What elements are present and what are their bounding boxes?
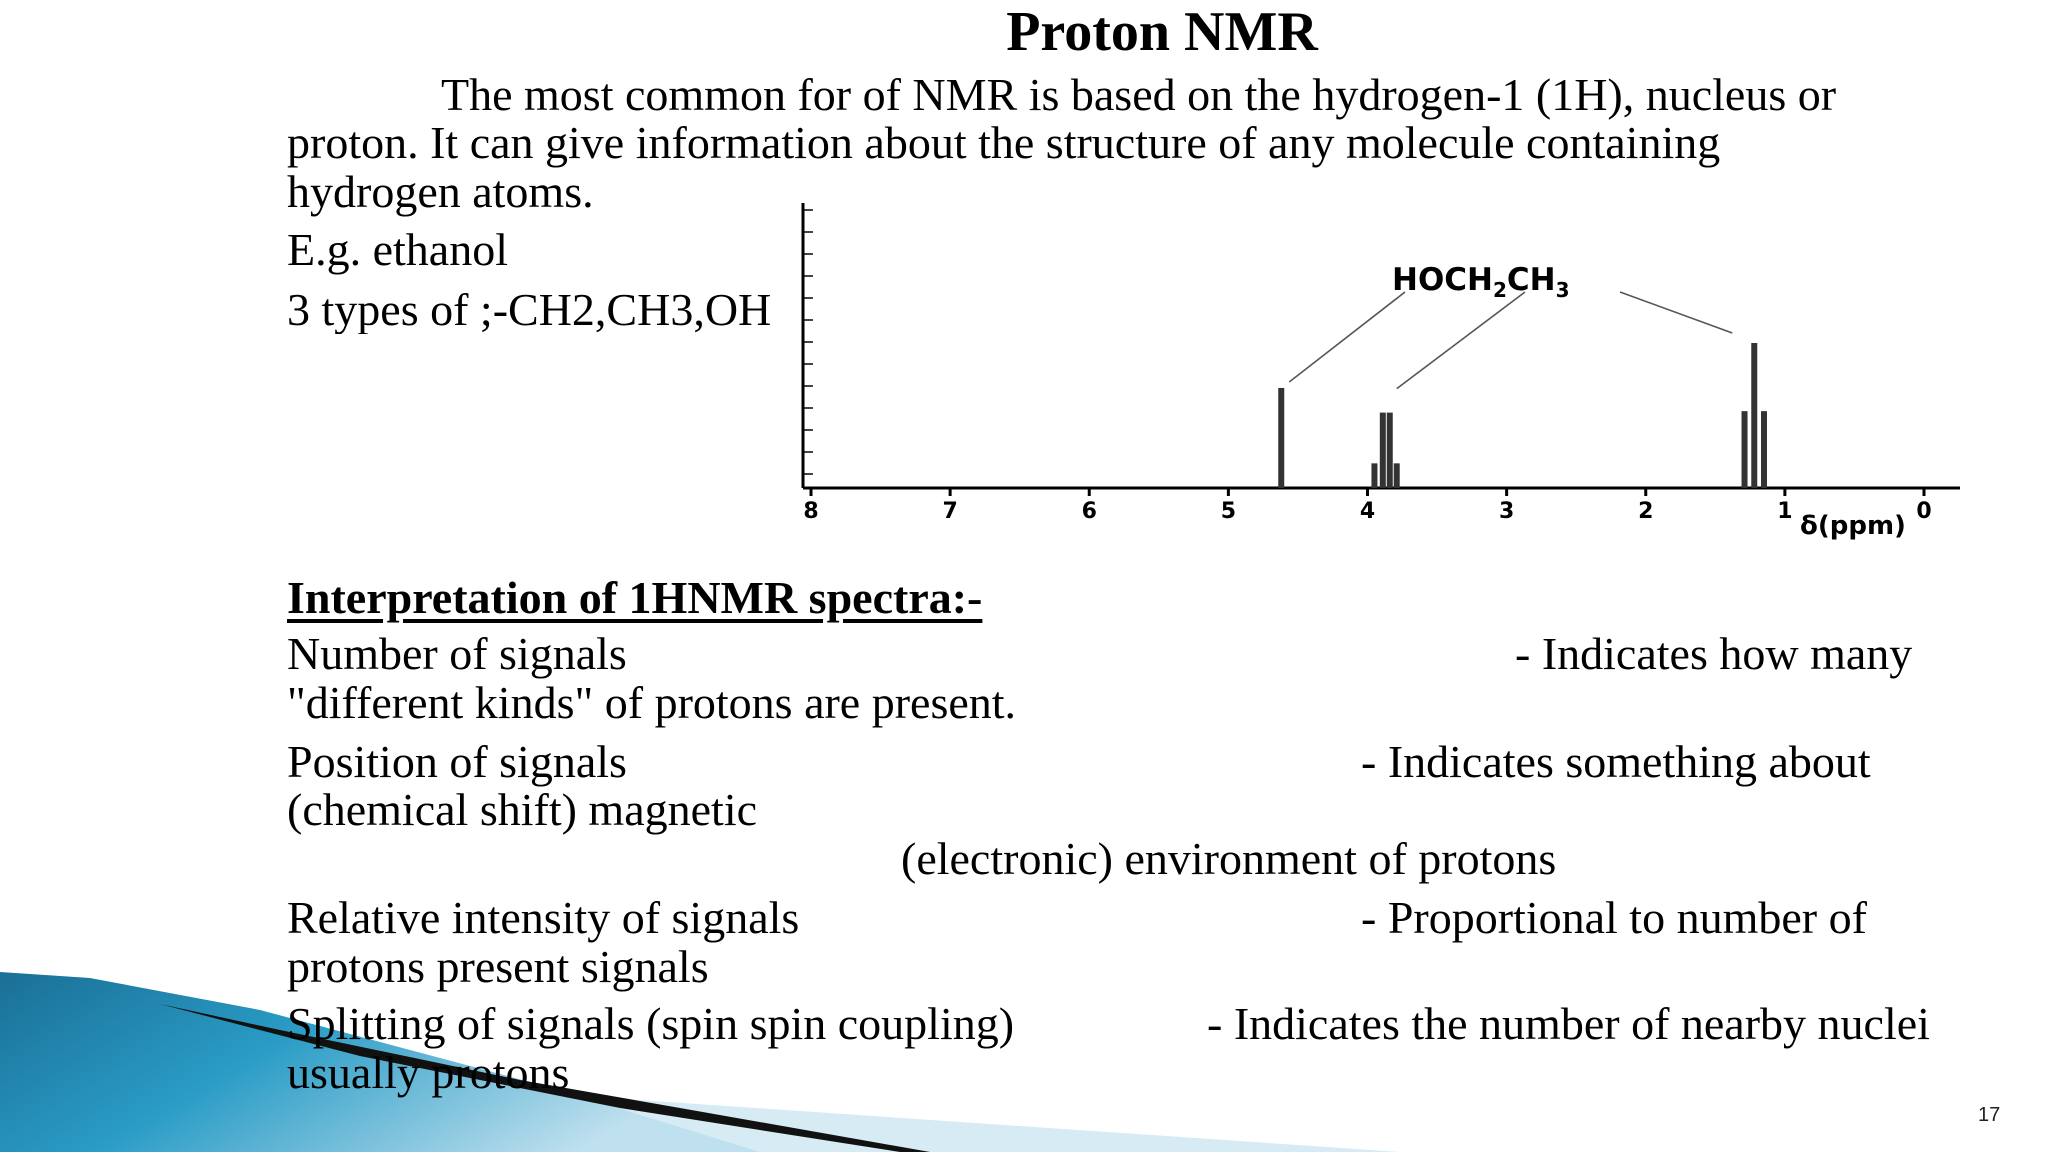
- row-4-label: Splitting of signals (spin spin coupling): [287, 998, 1015, 1049]
- row-4-desc: - Indicates the number of nearby nuclei: [1207, 998, 1930, 1049]
- intro-line-1: The most common for of NMR is based on the hydrogen-1 (1H), nucleus or: [441, 69, 1837, 120]
- interpretation-heading: Interpretation of 1HNMR spectra:-: [287, 572, 983, 623]
- leader-line-ch3: [1620, 292, 1732, 333]
- row-2-desc: - Indicates something about: [1361, 736, 1871, 787]
- row-2-cont-2: (electronic) environment of protons: [901, 833, 1557, 884]
- intro-line-2: proton. It can give information about the structure of any molecule containing: [287, 117, 1721, 168]
- peak-ch3-2: [1761, 411, 1767, 488]
- x-tick-label-4: 4: [1359, 499, 1376, 524]
- x-tick-label-6: 6: [1081, 499, 1097, 524]
- x-tick-label-2: 2: [1638, 499, 1654, 524]
- peak-ch2-0: [1371, 463, 1377, 488]
- row-3-desc: - Proportional to number of: [1361, 892, 1867, 943]
- molecule-label: $HOCH_2CH_3$: [1392, 262, 1570, 302]
- row-1-desc: - Indicates how many: [1515, 628, 1913, 679]
- row-4-cont: usually protons: [287, 1047, 570, 1098]
- row-3-label: Relative intensity of signals: [287, 892, 800, 943]
- x-axis-label: δ(ppm): [1800, 511, 1906, 541]
- row-1-cont: "different kinds" of protons are present.: [287, 677, 1017, 728]
- x-tick-label-3: 3: [1498, 499, 1515, 524]
- peak-oh-0: [1278, 388, 1284, 488]
- types-text: 3 types of ;-CH2,CH3,OH: [287, 286, 772, 334]
- leader-lines: [1289, 292, 1732, 389]
- peak-ch3-1: [1751, 343, 1757, 488]
- leader-line-ch2: [1397, 292, 1525, 389]
- x-tick-label-1: 1: [1777, 499, 1793, 524]
- peak-ch2-3: [1394, 463, 1400, 488]
- peaks: [1278, 343, 1767, 488]
- peak-ch2-1: [1380, 413, 1386, 488]
- leader-line-oh: [1289, 292, 1405, 382]
- x-tick-label-0: 0: [1916, 499, 1932, 524]
- x-axis-ticks: [803, 488, 1931, 524]
- slide-title: Proton NMR: [1006, 1, 1318, 63]
- page-number: 17: [1978, 1104, 2001, 1126]
- example-text: E.g. ethanol: [287, 224, 508, 275]
- peak-ch2-2: [1387, 413, 1393, 488]
- x-tick-label-5: 5: [1220, 499, 1237, 524]
- x-tick-label-8: 8: [803, 499, 819, 524]
- row-3-cont: protons present signals: [287, 941, 709, 992]
- row-1-label: Number of signals: [287, 628, 627, 679]
- intro-line-3: hydrogen atoms.: [287, 166, 594, 217]
- x-tick-label-7: 7: [942, 499, 958, 524]
- peak-ch3-0: [1742, 411, 1748, 488]
- row-2-cont: (chemical shift) magnetic: [287, 784, 758, 835]
- row-2-label: Position of signals: [287, 736, 627, 787]
